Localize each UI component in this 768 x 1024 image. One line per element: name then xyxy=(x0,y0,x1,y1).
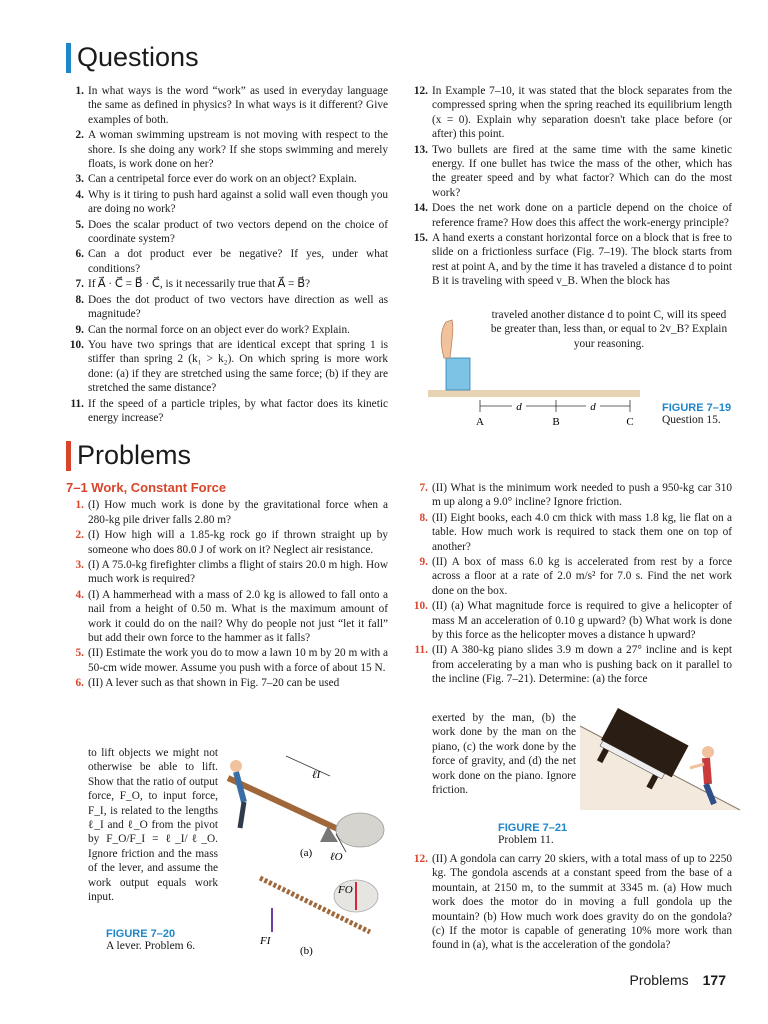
item-number: 4. xyxy=(75,588,84,601)
item-number: 10. xyxy=(69,338,84,351)
list-item xyxy=(66,172,388,186)
item-text: Does the net work done on a particle depend on the choice of reference frame? How does this affect the work-energy principle? xyxy=(432,202,732,229)
problems-right-column xyxy=(410,481,732,688)
problem-6-continued xyxy=(88,746,218,904)
list-item xyxy=(66,323,388,337)
list-item xyxy=(410,231,732,289)
questions-title: Questions xyxy=(77,42,199,72)
item-number: 3. xyxy=(75,559,84,572)
item-text: Why is it tiring to push hard against a solid wall even though you are doing no work? xyxy=(88,188,388,216)
label-d1: d xyxy=(516,401,522,413)
list-item xyxy=(66,646,388,675)
label-d2: d xyxy=(590,401,596,413)
problem-item xyxy=(410,852,732,953)
item-number: 8. xyxy=(75,293,84,306)
item-number: 6. xyxy=(75,677,84,690)
figure-7-20-caption xyxy=(106,928,195,952)
list-item xyxy=(66,188,388,217)
item-number: 3. xyxy=(75,173,84,186)
questions-heading xyxy=(66,42,199,73)
figure-7-20-title: FIGURE 7–20 xyxy=(106,928,176,940)
label-f-i: FI xyxy=(260,935,271,947)
item-number: 5. xyxy=(75,218,84,231)
l-i-arrow xyxy=(286,756,330,776)
problem-text: (II) A gondola can carry 20 skiers, with a total mass of up to 2250 kg. The gondola ascends at a constant speed from the base of a mountain, at 2150 m, to the summit at 3345 m. (a) How much work does the motor do in moving a full gondola up the mountain? (b) How much work does gravity do on the gondola? (c) If the motor is capable of generating 10% more work than found in (a), what is the acceleration of the gondola? xyxy=(432,853,732,952)
problems-title: Problems xyxy=(77,440,192,470)
person-pushing xyxy=(230,760,244,828)
item-text: Can the normal force on an object ever do work? Explain. xyxy=(88,323,350,336)
list-item xyxy=(66,528,388,557)
item-number: 9. xyxy=(75,323,84,336)
figure-7-21 xyxy=(580,706,740,816)
figure-7-19-title: FIGURE 7–19 xyxy=(662,402,732,414)
problem-12 xyxy=(410,852,732,954)
item-text: (II) What is the minimum work needed to push a 950-kg car 310 m up along a 9.0° incline? Ignore friction. xyxy=(432,482,732,509)
label-c: C xyxy=(626,416,634,428)
problem-11-tail: exerted by the man, (b) the work done by the man on the piano, (c) the work done by the force of gravity, and (d) the net work done on the piano. Ignore friction. xyxy=(432,712,576,797)
item-text: If A⃗ · C⃗ = B⃗ · C⃗, is it necessarily true that A⃗ = B⃗? xyxy=(88,278,310,291)
item-text: In what ways is the word “work” as used in everyday language the same as defined in physics? In what ways is it different? Give examples of both. xyxy=(88,85,388,126)
item-text: Two bullets are fired at the same time with the same kinetic energy. If one bullet has twice the mass of the other, which has the greater speed and by what factor? Which can do the most work? xyxy=(432,143,732,199)
block xyxy=(446,358,470,390)
list-item xyxy=(66,338,388,396)
item-number: 1. xyxy=(75,85,84,97)
item-text: (II) Estimate the work you do to mow a lawn 10 m by 20 m with a 50-cm wide mower. Assume you push with a force of about 15 N. xyxy=(88,647,388,674)
item-number: 2. xyxy=(75,529,84,542)
problems-heading xyxy=(66,440,191,471)
heading-accent-bar xyxy=(66,43,71,73)
list-item xyxy=(410,643,732,686)
list-item xyxy=(66,218,388,247)
item-number: 12. xyxy=(413,85,428,97)
list-item xyxy=(66,247,388,276)
question-15-tail: traveled another distance d to point C, will its speed be greater than, less than, or equal to 2v_B? Explain your reasoning. xyxy=(490,309,728,350)
figure-7-21-title: FIGURE 7–21 xyxy=(498,822,568,834)
list-item xyxy=(66,293,388,322)
item-text: (II) A lever such as that shown in Fig. 7–20 can be used xyxy=(88,677,340,690)
problem-11-continued xyxy=(432,711,576,797)
footer-label: Problems xyxy=(629,972,689,988)
list-item xyxy=(410,201,732,230)
list-item xyxy=(410,143,732,201)
item-text: Can a dot product ever be negative? If yes, under what conditions? xyxy=(88,248,388,275)
list-item xyxy=(66,277,388,291)
item-text: (II) (a) What magnitude force is required to give a helicopter of mass M an acceleration of 0.10 g upward? (b) What work is done by this force as the helicopter moves a distance h upward? xyxy=(432,600,732,642)
label-a: A xyxy=(476,416,484,428)
list-item xyxy=(410,555,732,598)
item-number: 14. xyxy=(413,202,428,215)
figure-7-21-caption xyxy=(498,822,567,846)
problems-left-column xyxy=(66,481,388,692)
hand-icon xyxy=(441,320,453,358)
item-text: A woman swimming upstream is not moving with respect to the shore. Is she doing any work? If she stops swimming and merely floats, is work done on her? xyxy=(88,129,388,171)
figure-7-20-text: A lever. Problem 6. xyxy=(106,940,196,952)
item-number: 11. xyxy=(414,644,428,657)
item-number: 11. xyxy=(70,397,84,410)
label-f-o: FO xyxy=(338,884,353,896)
questions-left-column xyxy=(66,84,388,426)
list-item xyxy=(66,676,388,690)
item-number: 10. xyxy=(413,600,428,613)
item-number: 1. xyxy=(75,499,84,512)
item-number: 9. xyxy=(419,556,428,569)
item-number: 7. xyxy=(419,482,428,494)
list-item xyxy=(410,481,732,510)
problem-number: 12. xyxy=(413,853,428,865)
item-text: (I) How high will a 1.85-kg rock go if thrown straight up by someone who does 80.0 J of work on it? Neglect air resistance. xyxy=(88,529,388,556)
item-text: (I) A hammerhead with a mass of 2.0 kg is allowed to fall onto a nail from a height of 0.50 m. What is the maximum amount of work it could do on the nail? Why do people not just “let it fall” but add their own force to the hammer as it falls? xyxy=(88,588,388,645)
item-text: Can a centripetal force ever do work on an object? Explain. xyxy=(88,173,357,186)
item-number: 4. xyxy=(75,188,84,201)
label-b-part: (b) xyxy=(300,945,313,957)
item-text: Does the dot product of two vectors have direction as well as magnitude? xyxy=(88,293,388,321)
item-text: Does the scalar product of two vectors depend on the choice of coordinate system? xyxy=(88,218,388,246)
label-a-part: (a) xyxy=(300,847,313,859)
figure-7-19-caption xyxy=(662,402,731,426)
surface xyxy=(428,390,640,397)
list-item xyxy=(66,397,388,426)
item-text: (II) A 380-kg piano slides 3.9 m down a 27° incline and is kept from accelerating by a man who is pushing back on it parallel to the incline (Fig. 7–21). Determine: (a) the force xyxy=(432,644,732,686)
problem-6-tail: to lift objects we might not otherwise be able to lift. Show that the ratio of output force, F_O, to input force, F_I, is related to the lengths ℓ_I and ℓ_O from the pivot by F_O/F_I = ℓ_I/ℓ_O. Ignore friction and the mass of the lever, and assume the work output equals work input. xyxy=(88,747,218,904)
item-number: 6. xyxy=(75,248,84,261)
page-number: 177 xyxy=(702,972,726,988)
label-b: B xyxy=(552,416,560,428)
item-number: 5. xyxy=(75,647,84,660)
figure-7-19 xyxy=(428,300,646,432)
heading-accent-bar xyxy=(66,441,71,471)
list-item xyxy=(66,558,388,587)
item-text: (II) A box of mass 6.0 kg is accelerated from rest by a force across a floor at a rate of 2.0 m/s² for 7.0 s. Find the net work done on the box. xyxy=(432,556,732,597)
label-l-i: ℓI xyxy=(312,769,321,781)
list-item xyxy=(66,84,388,127)
item-text: (II) Eight books, each 4.0 cm thick with mass 1.8 kg, lie flat on a table. How much work is required to stack them one on top of another? xyxy=(432,511,732,553)
questions-right-column xyxy=(410,84,732,290)
list-item xyxy=(66,128,388,171)
item-number: 15. xyxy=(413,232,428,245)
list-item xyxy=(66,498,388,527)
item-number: 7. xyxy=(75,278,84,291)
figure-7-20 xyxy=(220,748,388,958)
list-item xyxy=(66,588,388,646)
distance-markers xyxy=(480,400,630,412)
item-number: 8. xyxy=(419,511,428,524)
item-text: In Example 7–10, it was stated that the block separates from the compressed spring when the spring reached its equilibrium length (x = 0). Explain why separation doesn't take place before (or after) this point. xyxy=(432,85,732,141)
item-text: You have two springs that are identical except that spring 1 is stiffer than spring 2 (k₁ > k₂). On which spring is more work done: (a) if they are stretched using the same force; (b) if they are stretched the same distance? xyxy=(88,338,388,395)
item-text: If the speed of a particle triples, by what factor does its kinetic energy increase? xyxy=(88,397,388,424)
list-item xyxy=(410,511,732,554)
item-text: (I) A 75.0-kg firefighter climbs a flight of stairs 20.0 m high. How much work is required? xyxy=(88,559,388,586)
list-item xyxy=(410,599,732,642)
figure-7-21-text: Problem 11. xyxy=(498,834,554,846)
section-heading: 7–1 Work, Constant Force xyxy=(66,480,227,495)
boulder xyxy=(336,813,384,847)
item-text: A hand exerts a constant horizontal force on a block that is free to slide on a frictionless surface (Fig. 7–19). The block starts from rest at point A, and by the time it has traveled a distance d to point B it is traveling with speed v_B. When the block has xyxy=(432,232,732,288)
page-footer xyxy=(630,972,727,988)
item-text: (I) How much work is done by the gravitational force when a 280-kg pile driver falls 2.80 m? xyxy=(88,499,388,526)
figure-7-19-text: Question 15. xyxy=(662,414,721,426)
list-item xyxy=(410,84,732,142)
item-number: 13. xyxy=(413,143,428,156)
label-l-o: ℓO xyxy=(330,851,343,863)
item-number: 2. xyxy=(75,129,84,142)
